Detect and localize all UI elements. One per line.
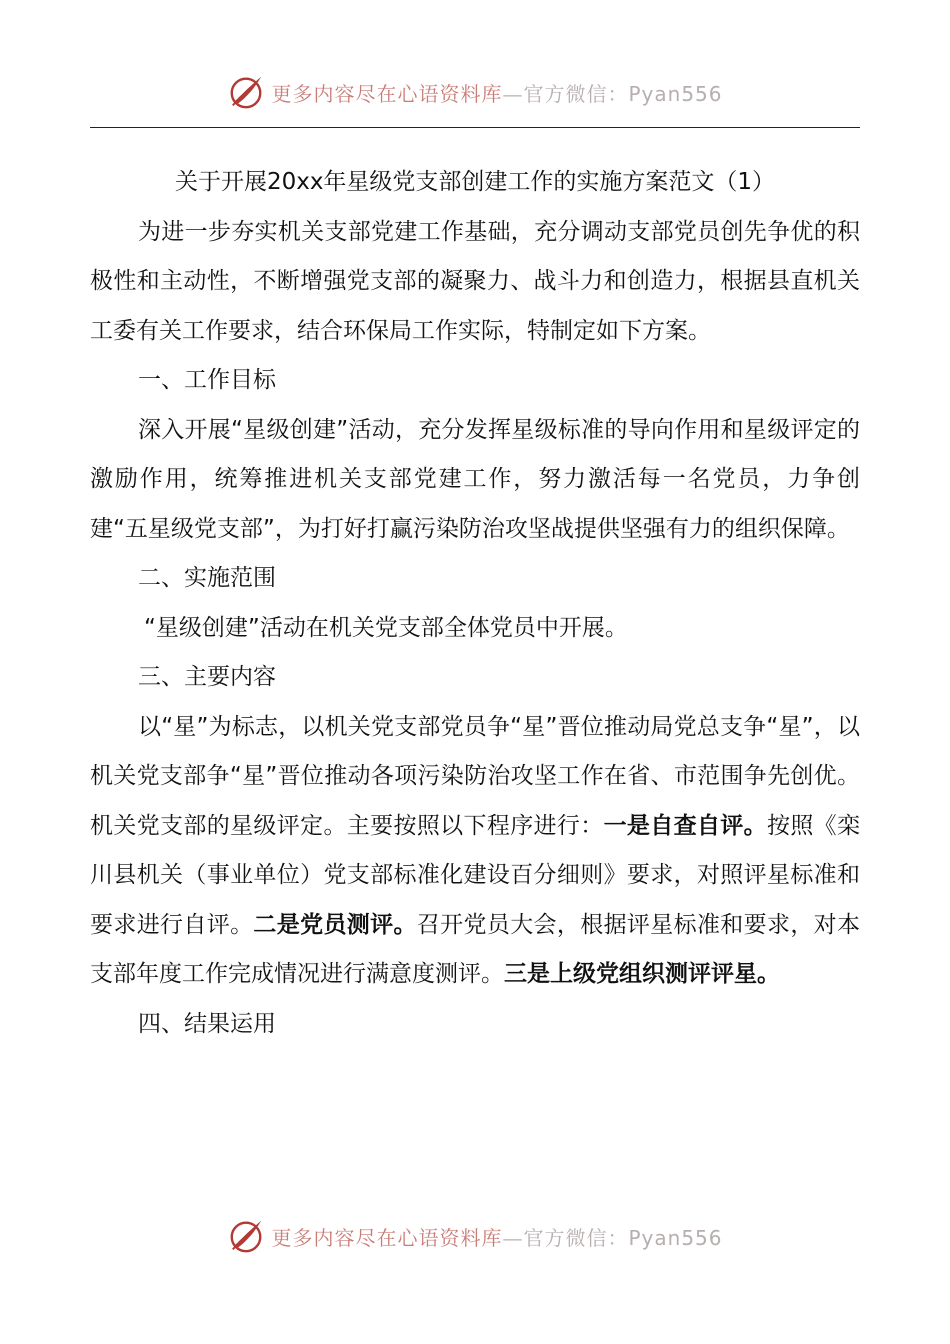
section3-heading: 三、主要内容: [138, 664, 276, 690]
section2-heading: 二、实施范围: [138, 565, 276, 591]
document-body: [90, 158, 860, 1049]
section3-text-1: 以“星”为标志，以机关党支部党员争“星”晋位推动局党总支争“星”，以机关党支部争“星”晋位推动各项污染防治攻坚工作在省、市范围争先创优。机关党支部的星级评定。主要按照以下程序进行：: [90, 713, 860, 839]
section3-paragraph: [90, 703, 860, 1000]
quill-logo-icon: [227, 1217, 265, 1255]
footer-wechat-id: Pyan556: [628, 1225, 723, 1250]
section1-paragraph: 深入开展“星级创建”活动，充分发挥星级标准的导向作用和星级评定的激励作用，统筹推进机关支部党建工作，努力激活每一名党员，力争创建“五星级党支部”，为打好打赢污染防治攻坚战提供坚强有力的组织保障。: [90, 416, 860, 542]
footer-wechat-label: 官方微信：: [523, 1225, 629, 1250]
header-divider: [90, 127, 860, 128]
footer-dash: —: [502, 1225, 524, 1250]
section3-text-3: 召开党员大会，根据评星标准和要求，对本支部年度工作完成情况进行满意度测评。: [90, 911, 860, 987]
section3-bold-3: 三是上级党组织测评评星。: [504, 961, 780, 987]
section2-paragraph: “星级创建”活动在机关党支部全体党员中开展。: [144, 614, 628, 641]
header-banner: [0, 70, 950, 114]
section3-text-2: 按照《栾川县机关（事业单位）党支部标准化建设百分细则》要求，对照评星标准和要求进行自评。: [90, 812, 860, 938]
footer-banner-text: [271, 1222, 722, 1251]
intro-paragraph: 为进一步夯实机关支部党建工作基础，充分调动支部党员创先争优的积极性和主动性，不断增强党支部的凝聚力、战斗力和创造力，根据县直机关工委有关工作要求，结合环保局工作实际，特制定如下方案。: [90, 218, 860, 344]
header-wechat-label: 官方微信：: [523, 81, 629, 106]
header-wechat-id: Pyan556: [628, 81, 723, 106]
footer-banner: [0, 1214, 950, 1258]
header-banner-text: [271, 78, 722, 107]
quill-logo-icon: [227, 73, 265, 111]
section3-bold-1: 一是自查自评。: [603, 812, 767, 839]
section1-heading: 一、工作目标: [138, 367, 276, 393]
section3-bold-2: 二是党员测评。: [253, 911, 417, 938]
header-brand: 更多内容尽在心语资料库: [271, 81, 503, 106]
section4-heading: 四、结果运用: [138, 1010, 276, 1037]
footer-brand: 更多内容尽在心语资料库: [271, 1225, 503, 1250]
document-title: 关于开展20xx年星级党支部创建工作的实施方案范文（1）: [174, 169, 776, 195]
header-dash: —: [502, 81, 524, 106]
